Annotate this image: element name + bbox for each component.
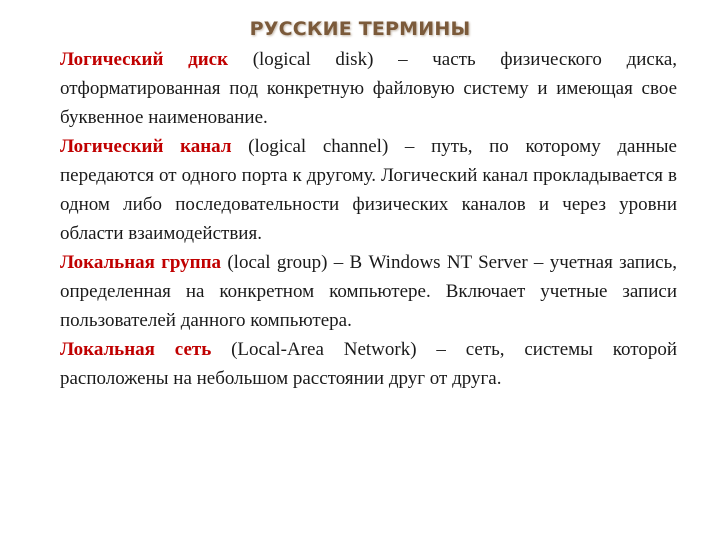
term-definition: (logical disk) – часть физического диска, отформатированная под конкретную файловую систему и имеющая свое буквенное наименование.: [60, 49, 677, 128]
term-definition: (logical channel) – путь, по которому данные передаются от одного порта к другому. Логический канал прокладывается в одном либо последовательности физических каналов и через уровни области взаимодействия.: [60, 136, 677, 244]
term-definition: (local group) – В Windows NT Server – учетная запись, определенная на конкретном компьютере. Включает учетные записи пользователей данного компьютера.: [60, 252, 677, 331]
term-entry-local-group: [60, 248, 677, 335]
term-entry-logical-channel: [60, 132, 677, 248]
term-name: Логический канал: [60, 136, 232, 157]
term-definition: (Local-Area Network) – сеть, системы которой расположены на небольшом расстоянии друг от друга.: [60, 339, 677, 389]
term-entry-logical-disk: [60, 45, 677, 132]
term-name: Логический диск: [60, 49, 229, 70]
terms-list: [60, 45, 677, 393]
term-name: Локальная сеть: [60, 339, 212, 360]
term-entry-local-area-network: [60, 335, 677, 393]
term-name: Локальная группа: [60, 252, 222, 273]
slide-title: РУССКИЕ ТЕРМИНЫ: [249, 18, 471, 40]
